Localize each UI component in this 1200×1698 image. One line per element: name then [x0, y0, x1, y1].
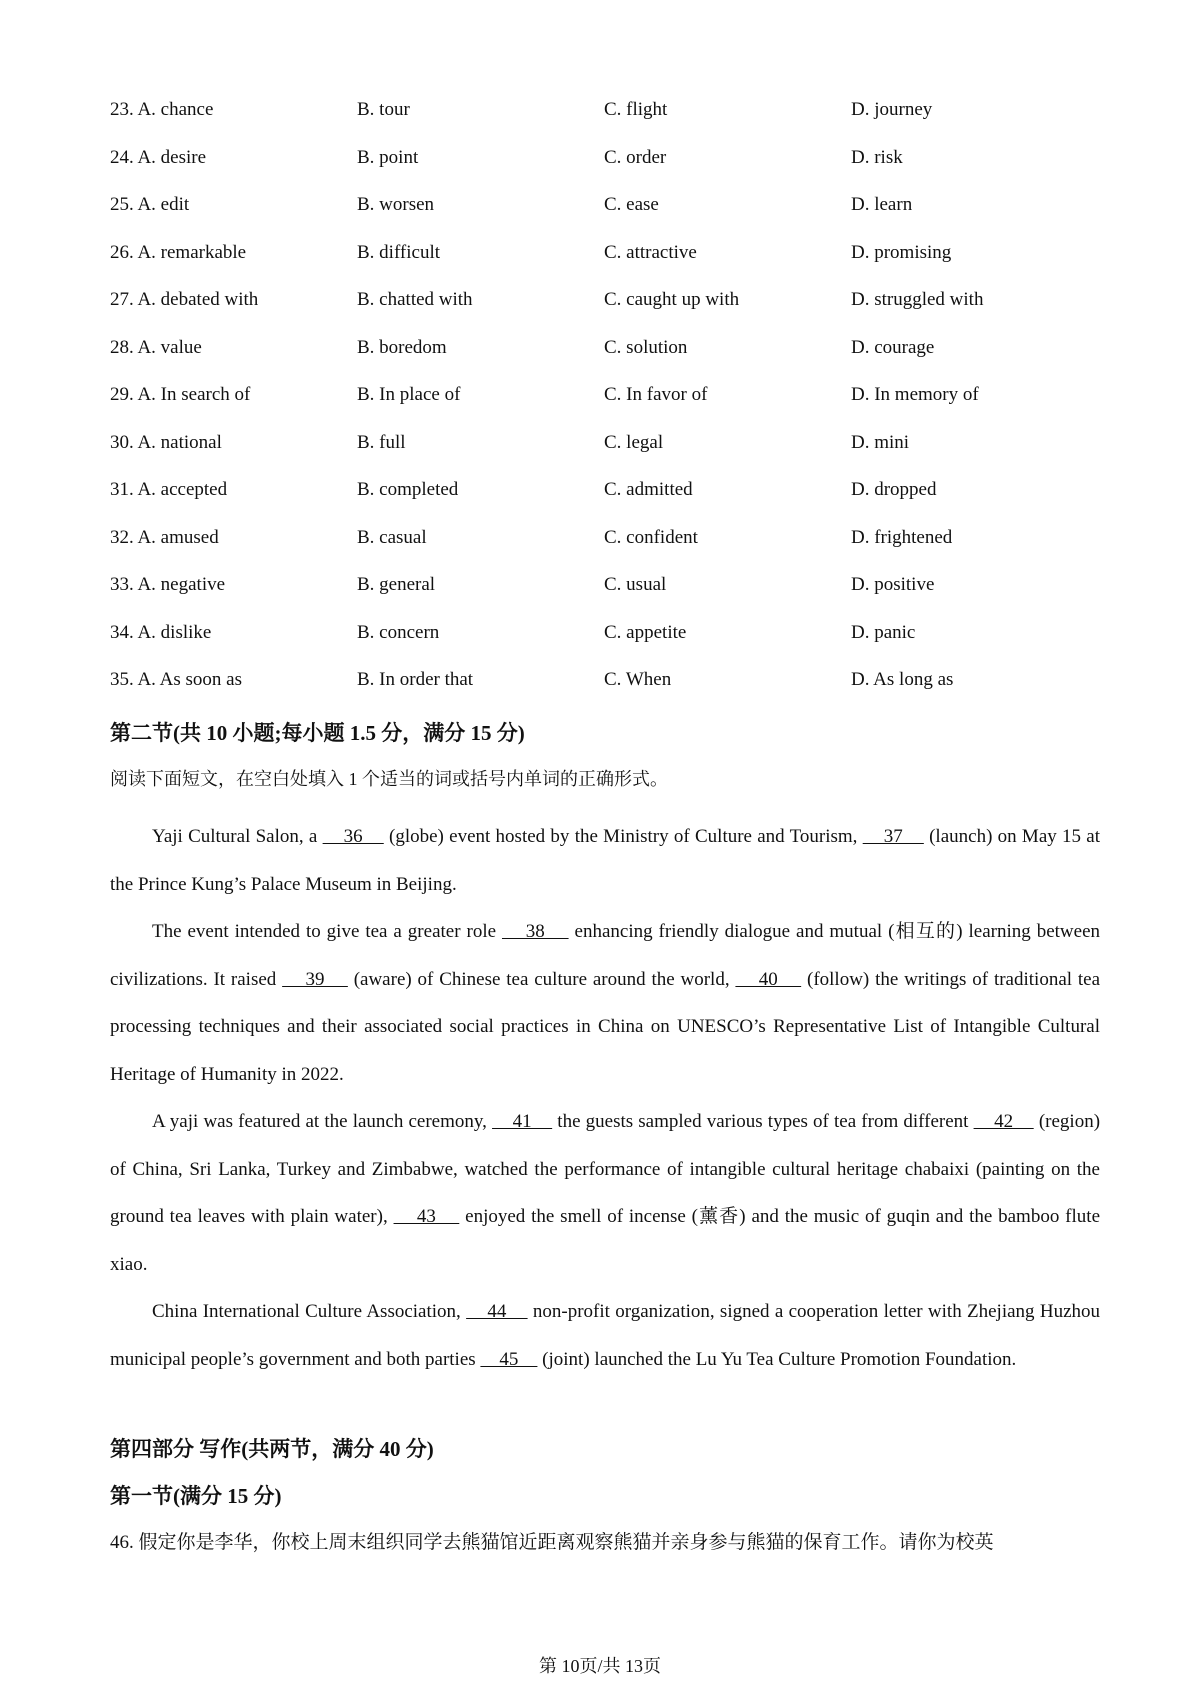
option-d: D. frightened	[851, 526, 953, 548]
section-two-instruction: 阅读下面短文，在空白处填入 1 个适当的词或括号内单词的正确形式。	[110, 769, 668, 789]
option-row	[110, 146, 1110, 194]
passage-text: (launch) on May 15 at the Prince Kung’s Palace Museum in Beijing.	[110, 826, 1101, 895]
option-c: C. admitted	[604, 479, 693, 500]
option-a: 29. A. In search of	[110, 384, 251, 405]
passage-text: (aware) of Chinese tea culture around the world,	[347, 968, 736, 990]
option-b: B. In place of	[357, 384, 461, 405]
option-c: C. In favor of	[604, 384, 708, 405]
blank-37: 37	[862, 826, 924, 847]
option-c: C. order	[604, 146, 667, 168]
option-b: B. completed	[357, 479, 459, 500]
option-d: D. learn	[851, 194, 913, 215]
blank-45: 45	[480, 1348, 538, 1370]
option-row	[110, 241, 1110, 289]
part-four-heading: 第四部分 写作(共两节，满分 40 分)	[110, 1437, 434, 1461]
blank-39: 39	[282, 968, 348, 990]
option-a: 24. A. desire	[110, 146, 207, 168]
blank-40: 40	[735, 968, 802, 990]
option-row	[110, 288, 1110, 336]
option-b: B. full	[357, 431, 406, 453]
option-d: D. promising	[851, 241, 952, 263]
writing-prompt: 46. 假定你是李华，你校上周末组织同学去熊猫馆近距离观察熊猫并亲身参与熊猫的保育工作。请你为校英	[110, 1532, 994, 1553]
option-row	[110, 336, 1110, 384]
passage-paragraph	[110, 1288, 1100, 1383]
option-b: B. tour	[357, 99, 410, 120]
option-d: D. panic	[851, 621, 916, 643]
option-d: D. dropped	[851, 479, 937, 500]
option-a: 32. A. amused	[110, 526, 219, 548]
passage-text: (globe) event hosted by the Ministry of Culture and Tourism,	[383, 826, 863, 847]
option-row	[110, 431, 1110, 479]
option-d: D. journey	[851, 99, 933, 120]
blank-44: 44	[466, 1301, 528, 1322]
option-d: D. As long as	[851, 669, 954, 690]
option-c: C. ease	[604, 194, 659, 215]
option-a: 30. A. national	[110, 431, 222, 453]
option-c: C. attractive	[604, 241, 697, 263]
option-b: B. chatted with	[357, 289, 473, 310]
passage-text: enjoyed the smell of incense (薰香) and the music of guqin and the bamboo flute xiao.	[110, 1206, 1101, 1275]
option-row	[110, 573, 1110, 621]
option-b: B. boredom	[357, 336, 447, 358]
passage-paragraph	[110, 813, 1100, 908]
passage-text: enhancing friendly dialogue and mutual (相互的) learning between civilizations. It raised	[110, 921, 1101, 990]
option-list	[110, 98, 1110, 716]
option-c: C. confident	[604, 526, 698, 548]
option-c: C. appetite	[604, 621, 687, 643]
passage-text: (joint) launched the Lu Yu Tea Culture Promotion Foundation.	[537, 1348, 1017, 1370]
option-a: 28. A. value	[110, 336, 202, 358]
option-d: D. risk	[851, 146, 903, 168]
option-d: D. mini	[851, 431, 910, 453]
option-c: C. solution	[604, 336, 688, 358]
option-row	[110, 621, 1110, 669]
passage-text: the guests sampled various types of tea from different	[552, 1111, 974, 1132]
blank-43: 43	[393, 1206, 460, 1227]
page-footer: 第 10页/共 13页	[538, 1656, 661, 1676]
option-d: D. positive	[851, 574, 935, 595]
option-row	[110, 193, 1110, 241]
option-d: D. In memory of	[851, 384, 979, 405]
passage-text: China International Culture Association,	[152, 1301, 467, 1322]
option-c: C. caught up with	[604, 289, 740, 310]
option-a: 26. A. remarkable	[110, 241, 247, 263]
blank-36: 36	[322, 826, 384, 847]
option-row	[110, 478, 1110, 526]
passage-paragraph	[110, 908, 1100, 1098]
passage-text: The event intended to give tea a greater role	[152, 921, 502, 942]
option-b: B. worsen	[357, 194, 435, 215]
passage-text: A yaji was featured at the launch ceremony,	[152, 1111, 493, 1132]
option-c: C. flight	[604, 99, 668, 120]
option-d: D. struggled with	[851, 289, 984, 310]
option-row	[110, 98, 1110, 146]
option-a: 27. A. debated with	[110, 289, 259, 310]
option-a: 34. A. dislike	[110, 621, 212, 643]
passage	[110, 813, 1100, 1383]
passage-text: Yaji Cultural Salon, a	[152, 826, 323, 847]
option-a: 33. A. negative	[110, 574, 226, 595]
section-two-heading: 第二节(共 10 小题;每小题 1.5 分，满分 15 分)	[110, 721, 525, 745]
option-a: 23. A. chance	[110, 99, 214, 120]
option-b: B. casual	[357, 526, 427, 548]
passage-text: (follow) the writings of traditional tea processing techniques and their associated social practices in China on UNESCO’s Representative List of Intangible Cultural Heritage of Humanity in 2022.	[110, 968, 1101, 1085]
passage-text: non-profit organization, signed a cooperation letter with Zhejiang Huzhou municipal people’s government and both parties	[110, 1301, 1101, 1370]
blank-41: 41	[492, 1111, 553, 1132]
part-four-section-one-heading: 第一节(满分 15 分)	[110, 1484, 282, 1508]
blank-42: 42	[973, 1111, 1034, 1132]
option-b: B. In order that	[357, 669, 474, 690]
passage-text: (region) of China, Sri Lanka, Turkey and Zimbabwe, watched the performance of intangible cultural heritage chabaixi (painting on the ground tea leaves with plain water),	[110, 1111, 1101, 1227]
option-d: D. courage	[851, 336, 935, 358]
option-b: B. difficult	[357, 241, 441, 263]
option-a: 31. A. accepted	[110, 479, 228, 500]
passage-paragraph	[110, 1098, 1100, 1288]
blank-38: 38	[501, 921, 569, 942]
option-a: 25. A. edit	[110, 194, 190, 215]
option-row	[110, 383, 1110, 431]
option-row	[110, 668, 1110, 716]
option-b: B. general	[357, 574, 436, 595]
option-c: C. legal	[604, 431, 664, 453]
option-c: C. When	[604, 669, 672, 690]
option-b: B. concern	[357, 621, 440, 643]
option-c: C. usual	[604, 574, 667, 595]
option-row	[110, 526, 1110, 574]
option-a: 35. A. As soon as	[110, 669, 242, 690]
option-b: B. point	[357, 146, 419, 168]
